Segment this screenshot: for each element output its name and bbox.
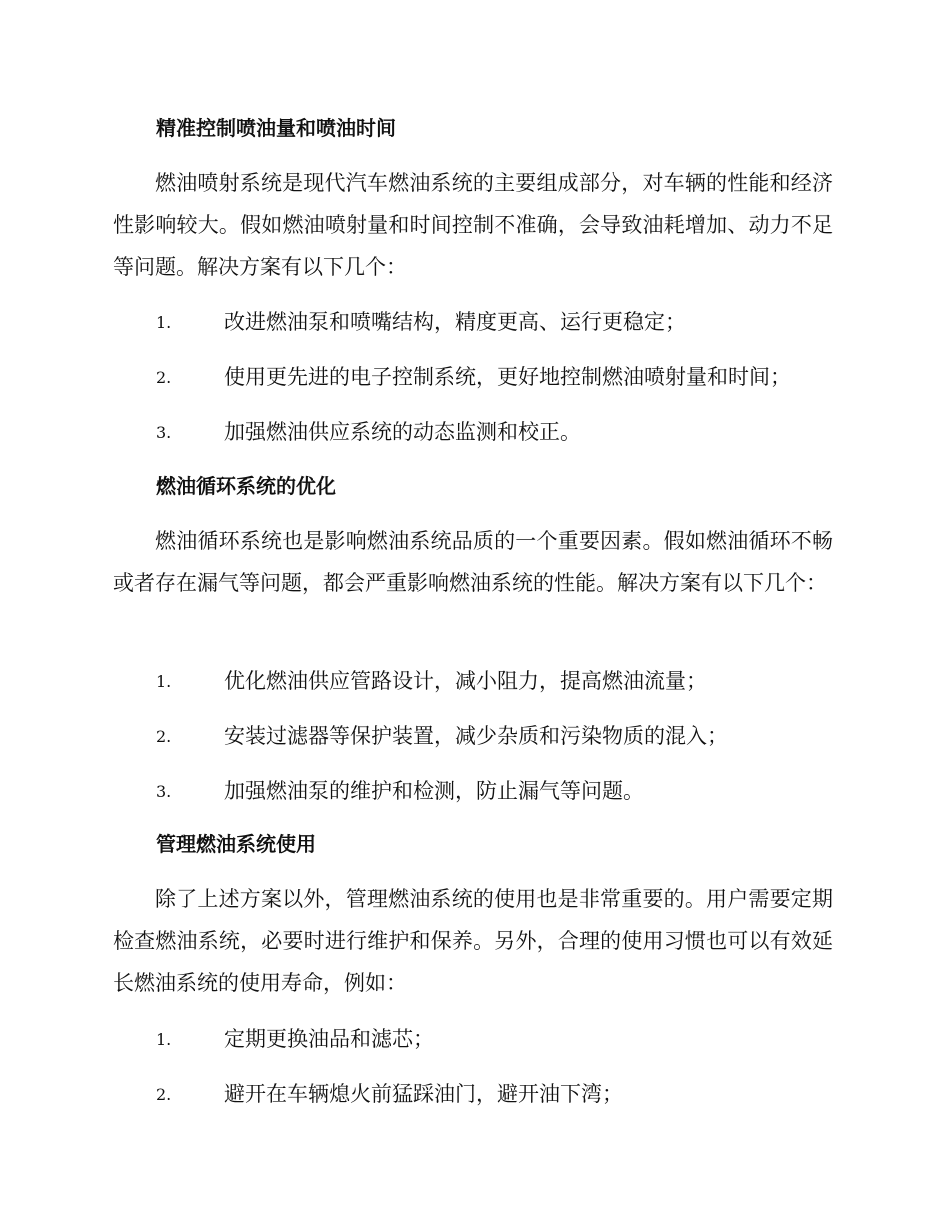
list-number: 1. [156, 1030, 172, 1049]
list-number: 2. [156, 1085, 172, 1104]
list-item-text: 定期更换油品和滤芯； [224, 1027, 434, 1051]
section-paragraph: 除了上述方案以外，管理燃油系统的使用也是非常重要的。用户需要定期检查燃油系统，必要时进行维护和保养。另外，合理的使用习惯也可以有效延长燃油系统的使用寿命，例如： [113, 887, 833, 995]
list-item-text: 使用更先进的电子控制系统，更好地控制燃油喷射量和时间； [224, 365, 791, 389]
section-heading: 精准控制喷油量和喷油时间 [156, 116, 396, 140]
list-number: 2. [156, 727, 172, 746]
list-item [0, 418, 950, 448]
section-heading: 燃油循环系统的优化 [156, 474, 336, 498]
list-item-text: 改进燃油泵和喷嘴结构，精度更高、运行更稳定； [224, 310, 686, 334]
list-item-text: 安装过滤器等保护装置，减少杂质和污染物质的混入； [224, 724, 728, 748]
list-item [0, 722, 950, 752]
list-item [0, 363, 950, 393]
section-heading: 管理燃油系统使用 [156, 832, 316, 856]
list-item-text: 避开在车辆熄火前猛踩油门，避开油下湾； [224, 1082, 623, 1106]
list-item [0, 1025, 950, 1055]
list-item [0, 777, 950, 807]
list-item [0, 667, 950, 697]
list-number: 3. [156, 782, 172, 801]
list-item-text: 加强燃油泵的维护和检测，防止漏气等问题。 [224, 779, 644, 803]
list-item [0, 1080, 950, 1110]
list-item-text: 加强燃油供应系统的动态监测和校正。 [224, 420, 581, 444]
section-paragraph: 燃油循环系统也是影响燃油系统品质的一个重要因素。假如燃油循环不畅或者存在漏气等问题，都会严重影响燃油系统的性能。解决方案有以下几个： [113, 529, 833, 595]
list-number: 3. [156, 423, 172, 442]
section-paragraph: 燃油喷射系统是现代汽车燃油系统的主要组成部分，对车辆的性能和经济性影响较大。假如燃油喷射量和时间控制不准确，会导致油耗增加、动力不足等问题。解决方案有以下几个： [113, 171, 833, 279]
list-number: 2. [156, 368, 172, 387]
list-number: 1. [156, 672, 172, 691]
list-item-text: 优化燃油供应管路设计，减小阻力，提高燃油流量； [224, 669, 707, 693]
list-item [0, 308, 950, 338]
list-number: 1. [156, 313, 172, 332]
